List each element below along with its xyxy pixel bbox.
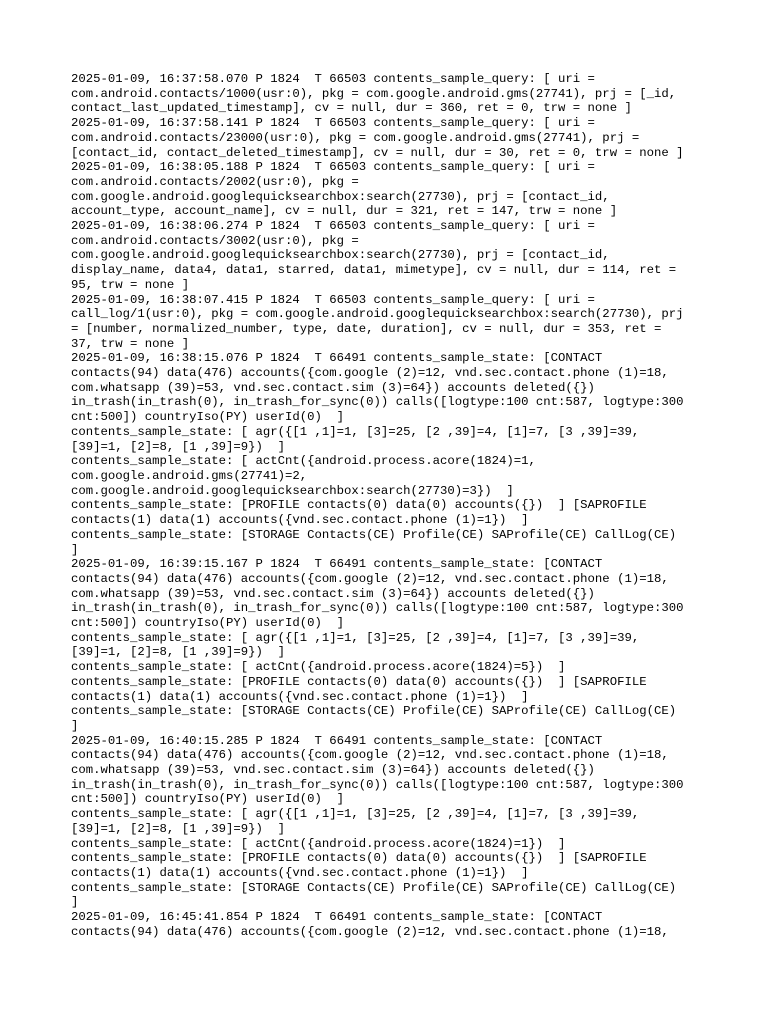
log-line: contents_sample_state: [ actCnt({android.process.acore(1824)=5}) ] — [71, 660, 566, 675]
log-line: contacts(1) data(1) accounts({vnd.sec.contact.phone (1)=1}) ] — [71, 865, 529, 880]
log-line: com.whatsapp (39)=53, vnd.sec.contact.sim (3)=64}) accounts deleted({}) — [71, 380, 595, 395]
log-line: [39]=1, [2]=8, [1 ,39]=9}) ] — [71, 645, 286, 660]
log-line: com.google.android.googlequicksearchbox:search(27730)=3}) ] — [71, 483, 514, 498]
log-line: cnt:500]) countryIso(PY) userId(0) ] — [71, 616, 345, 631]
log-line: ] — [71, 542, 79, 557]
log-line: contacts(94) data(476) accounts({com.google (2)=12, vnd.sec.contact.phone (1)=18, — [71, 924, 669, 939]
log-line: in_trash(in_trash(0), in_trash_for_sync(0)) calls([logtype:100 cnt:587, logtype:300 — [71, 777, 684, 792]
log-line: [39]=1, [2]=8, [1 ,39]=9}) ] — [71, 821, 286, 836]
log-line: com.android.contacts/23000(usr:0), pkg = com.google.android.gms(27741), prj = — [71, 130, 640, 145]
log-line: 2025-01-09, 16:40:15.285 P 1824 T 66491 contents_sample_state: [CONTACT — [71, 733, 603, 748]
log-line: com.whatsapp (39)=53, vnd.sec.contact.sim (3)=64}) accounts deleted({}) — [71, 586, 595, 601]
log-line: cnt:500]) countryIso(PY) userId(0) ] — [71, 792, 345, 807]
log-line: [39]=1, [2]=8, [1 ,39]=9}) ] — [71, 439, 286, 454]
log-line: com.android.contacts/1000(usr:0), pkg = com.google.android.gms(27741), prj = [_id, — [71, 86, 677, 101]
log-line: contents_sample_state: [ actCnt({android.process.acore(1824)=1, — [71, 454, 536, 469]
log-line: contents_sample_state: [STORAGE Contacts(CE) Profile(CE) SAProfile(CE) CallLog(CE) — [71, 704, 677, 719]
log-line: com.google.android.googlequicksearchbox:search(27730), prj = [contact_id, — [71, 189, 610, 204]
log-line: contents_sample_state: [ agr({[1 ,1]=1, [3]=25, [2 ,39]=4, [1]=7, [3 ,39]=39, — [71, 630, 640, 645]
log-line: contacts(94) data(476) accounts({com.google (2)=12, vnd.sec.contact.phone (1)=18, — [71, 571, 669, 586]
log-line: cnt:500]) countryIso(PY) userId(0) ] — [71, 410, 345, 425]
log-line: 2025-01-09, 16:37:58.141 P 1824 T 66503 contents_sample_query: [ uri = — [71, 116, 595, 131]
log-line: [contact_id, contact_deleted_timestamp], cv = null, dur = 30, ret = 0, trw = none ] — [71, 145, 684, 160]
log-line: 2025-01-09, 16:45:41.854 P 1824 T 66491 contents_sample_state: [CONTACT — [71, 910, 603, 925]
log-line: account_type, account_name], cv = null, dur = 321, ret = 147, trw = none ] — [71, 204, 618, 219]
log-line: contents_sample_state: [STORAGE Contacts(CE) Profile(CE) SAProfile(CE) CallLog(CE) — [71, 527, 677, 542]
log-line: 2025-01-09, 16:39:15.167 P 1824 T 66491 contents_sample_state: [CONTACT — [71, 557, 603, 572]
log-document — [71, 72, 711, 939]
log-line: contents_sample_state: [PROFILE contacts(0) data(0) accounts({}) ] [SAPROFILE — [71, 498, 647, 513]
log-line: 37, trw = none ] — [71, 336, 190, 351]
log-line: 2025-01-09, 16:38:05.188 P 1824 T 66503 contents_sample_query: [ uri = — [71, 160, 595, 175]
log-line: contents_sample_state: [ agr({[1 ,1]=1, [3]=25, [2 ,39]=4, [1]=7, [3 ,39]=39, — [71, 424, 640, 439]
log-line: contents_sample_state: [ agr({[1 ,1]=1, [3]=25, [2 ,39]=4, [1]=7, [3 ,39]=39, — [71, 807, 640, 822]
log-line: 2025-01-09, 16:38:06.274 P 1824 T 66503 contents_sample_query: [ uri = — [71, 219, 595, 234]
log-line: ] — [71, 895, 79, 910]
log-line: contents_sample_state: [STORAGE Contacts(CE) Profile(CE) SAProfile(CE) CallLog(CE) — [71, 880, 677, 895]
log-line: contact_last_updated_timestamp], cv = null, dur = 360, ret = 0, trw = none ] — [71, 101, 632, 116]
log-line: contents_sample_state: [ actCnt({android.process.acore(1824)=1}) ] — [71, 836, 566, 851]
log-line: display_name, data4, data1, starred, data1, mimetype], cv = null, dur = 114, ret = — [71, 263, 677, 278]
log-line: call_log/1(usr:0), pkg = com.google.android.googlequicksearchbox:search(27730), prj — [71, 307, 684, 322]
log-line: contacts(94) data(476) accounts({com.google (2)=12, vnd.sec.contact.phone (1)=18, — [71, 748, 669, 763]
log-line: contacts(94) data(476) accounts({com.google (2)=12, vnd.sec.contact.phone (1)=18, — [71, 366, 669, 381]
log-line: contacts(1) data(1) accounts({vnd.sec.contact.phone (1)=1}) ] — [71, 689, 529, 704]
log-line: com.whatsapp (39)=53, vnd.sec.contact.sim (3)=64}) accounts deleted({}) — [71, 763, 595, 778]
log-line: 2025-01-09, 16:37:58.070 P 1824 T 66503 contents_sample_query: [ uri = — [71, 72, 595, 86]
log-line: in_trash(in_trash(0), in_trash_for_sync(0)) calls([logtype:100 cnt:587, logtype:300 — [71, 601, 684, 616]
log-line: contacts(1) data(1) accounts({vnd.sec.contact.phone (1)=1}) ] — [71, 513, 529, 528]
log-line: com.android.contacts/2002(usr:0), pkg = — [71, 174, 359, 189]
log-line: 2025-01-09, 16:38:07.415 P 1824 T 66503 contents_sample_query: [ uri = — [71, 292, 595, 307]
log-line: 2025-01-09, 16:38:15.076 P 1824 T 66491 contents_sample_state: [CONTACT — [71, 351, 603, 366]
log-line: contents_sample_state: [PROFILE contacts(0) data(0) accounts({}) ] [SAPROFILE — [71, 674, 647, 689]
log-line: = [number, normalized_number, type, date, duration], cv = null, dur = 353, ret = — [71, 321, 662, 336]
log-line: com.google.android.gms(27741)=2, — [71, 468, 308, 483]
log-line: com.android.contacts/3002(usr:0), pkg = — [71, 233, 359, 248]
log-line: in_trash(in_trash(0), in_trash_for_sync(0)) calls([logtype:100 cnt:587, logtype:300 — [71, 395, 684, 410]
log-line: 95, trw = none ] — [71, 277, 190, 292]
log-line: ] — [71, 718, 79, 733]
log-line: com.google.android.googlequicksearchbox:search(27730), prj = [contact_id, — [71, 248, 610, 263]
log-line: contents_sample_state: [PROFILE contacts(0) data(0) accounts({}) ] [SAPROFILE — [71, 851, 647, 866]
